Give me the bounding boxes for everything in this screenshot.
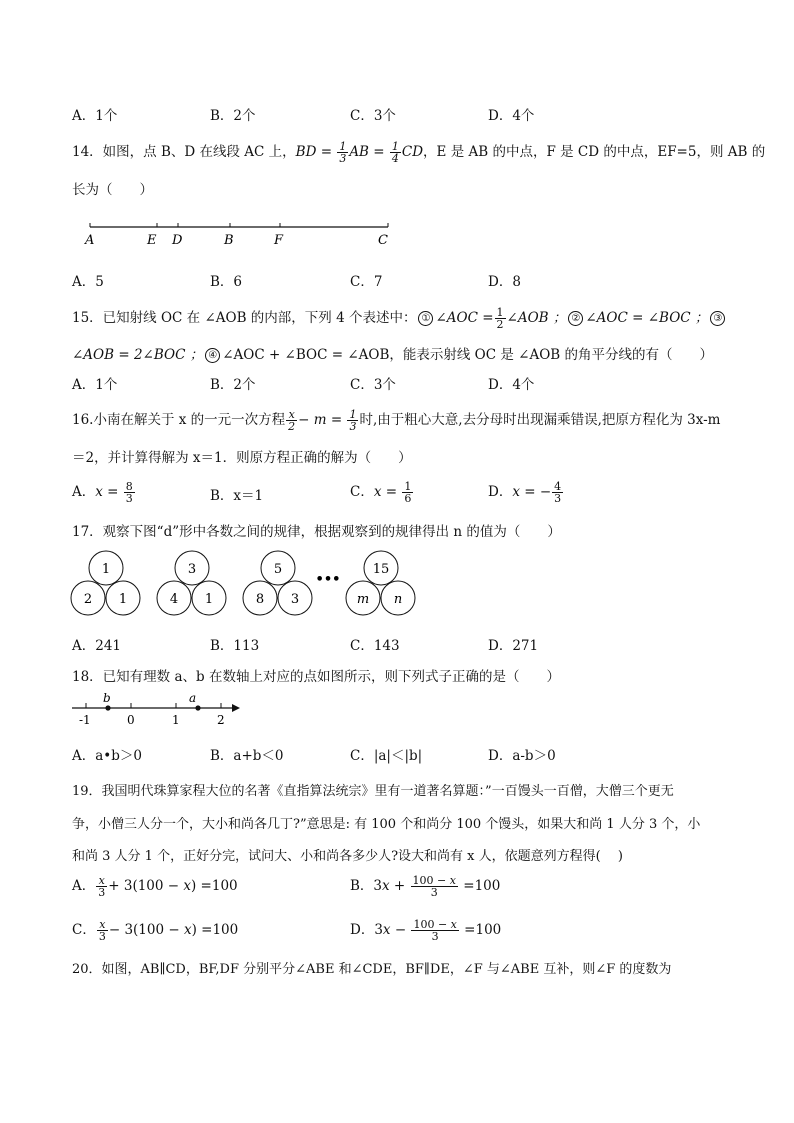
q15-circle-2: ②	[568, 311, 583, 326]
q19-option-b: B．3x + $\frac{100 - x}{3}$ =100	[350, 874, 501, 899]
q18-option-a: A．a•b＞0	[72, 748, 142, 764]
q15-option-c: C．3个	[350, 377, 396, 393]
q13-option-c: C．3个	[350, 108, 396, 124]
q13-option-d: D．4个	[488, 108, 535, 124]
q15-circle-1: ①	[418, 311, 433, 326]
q19-line-3: 和尚 3 人分 1 个，正好分完，试问大、小和尚各多少人?设大和尚有 x 人，依题意列方程得( )	[72, 849, 623, 864]
q14-segment-figure	[80, 218, 400, 250]
q16-equation: $\frac{x}{2}$ − m = $\frac{1}{3}$	[288, 408, 357, 433]
q15-text-1: 15．已知射线 OC 在 ∠AOB 的内部，下列 4 个表述中：	[72, 310, 417, 326]
q18-tick-2: 2	[217, 713, 225, 727]
q16-question	[72, 408, 720, 432]
q13-option-b: B．2个	[210, 108, 256, 124]
q15-option-b: B．2个	[210, 377, 256, 393]
q16-option-d: D．x = − $\frac{4}{3}$	[488, 480, 562, 505]
q17-g4-right: n	[393, 592, 403, 607]
q18-label-b: b	[103, 691, 111, 705]
q18-tick-neg1: -1	[79, 713, 91, 727]
q15-statement-4: ∠AOC + ∠BOC = ∠AOB，能表示射线 OC 是 ∠AOB 的角平分线的有（ ）	[222, 347, 713, 363]
q16-option-c: C．x = $\frac{1}{6}$	[350, 480, 412, 505]
q15-statement-1b: ∠AOB ；	[506, 310, 567, 326]
q17-question: 17．观察下图“d”形中各数之间的规律，根据观察到的规律得出 n 的值为（ ）	[72, 524, 561, 540]
q16-text-3: ＝2，并计算得解为 x＝1．则原方程正确的解为（ ）	[72, 450, 412, 466]
q17-g2-top: 3	[187, 562, 197, 577]
q17-g1-right: 1	[118, 592, 128, 607]
q17-ellipsis: •••	[315, 572, 341, 587]
q17-g4-left: m	[356, 592, 370, 607]
q14-text-2: ，E 是 AB 的中点，F 是 CD 的中点，EF=5，则 AB 的	[423, 144, 766, 160]
q14-option-b: B．6	[210, 274, 243, 290]
q14-text-3: 长为（ ）	[72, 182, 153, 198]
q16-option-b: B．x＝1	[210, 488, 264, 504]
q14-label-b: B	[224, 233, 234, 248]
q16-text-1: 16.小南在解关于 x 的一元一次方程	[72, 412, 286, 428]
q15-option-a: A．1个	[72, 377, 118, 393]
q18-option-d: D．a-b＞0	[488, 748, 556, 764]
q14-label-f: F	[274, 233, 284, 248]
q14-option-d: D．8	[488, 274, 521, 290]
q19-option-c: C． $\frac{x}{3}$ − 3(100 − x) =100	[72, 918, 239, 943]
q17-g1-top: 1	[101, 562, 111, 577]
q18-tick-0: 0	[127, 713, 135, 727]
q17-g3-top: 5	[273, 562, 283, 577]
q14-label-e: E	[147, 233, 157, 248]
q17-g1-left: 2	[83, 592, 93, 607]
q15-option-d: D．4个	[488, 377, 535, 393]
q18-question: 18．已知有理数 a、b 在数轴上对应的点如图所示，则下列式子正确的是（ ）	[72, 669, 560, 685]
q14-label-d: D	[172, 233, 183, 248]
q19-option-a: A． $\frac{x}{3}$ + 3(100 − x) =100	[72, 874, 238, 899]
q17-g2-left: 4	[169, 592, 179, 607]
q18-number-line	[68, 690, 248, 730]
q18-option-b: B．a+b＜0	[210, 748, 284, 764]
q16-text-2: 时,由于粗心大意,去分母时出现漏乘错误,把原方程化为 3x-m	[359, 412, 721, 428]
q14-label-c: C	[378, 233, 388, 248]
q15-circle-3: ③	[710, 311, 725, 326]
q14-option-c: C．7	[350, 274, 383, 290]
q19-line-2: 争，小僧三人分一个，大小和尚各几丁?”意思是: 有 100 个和尚分 100 个馒头，如果大和尚 1 人分 3 个，小	[72, 817, 701, 832]
q17-option-a: A．241	[72, 638, 122, 654]
q15-line-2	[72, 343, 713, 363]
q15-statement-1: ∠AOC =	[435, 310, 494, 326]
q18-label-a: a	[189, 691, 197, 705]
q14-option-a: A．5	[72, 274, 104, 290]
q18-point-a	[195, 705, 200, 710]
q14-label-a: A	[85, 233, 95, 248]
q19-line-1: 19．我国明代珠算家程大位的名著《直指算法统宗》里有一道著名算题：”一百馒头一百僧，大僧三个更无	[72, 784, 674, 799]
q13-option-a: A．1个	[72, 108, 118, 124]
q17-g2-right: 1	[204, 592, 214, 607]
q15-statement-2: ∠AOC = ∠BOC ；	[585, 310, 709, 326]
q17-circles-figure	[68, 548, 428, 620]
q15-fraction: $\frac{1}{2}$	[496, 306, 504, 331]
q20-question: 20．如图，AB∥CD，BF,DF 分别平分∠ABE 和∠CDE，BF∥DE，∠F 与∠ABE 互补，则∠F 的度数为	[72, 962, 672, 977]
q17-g3-right: 3	[290, 592, 300, 607]
q18-point-b	[105, 705, 110, 710]
q17-option-d: D．271	[488, 638, 539, 654]
q17-g3-left: 8	[255, 592, 265, 607]
q17-option-b: B．113	[210, 638, 260, 654]
q18-axis-arrow	[232, 704, 240, 712]
q18-tick-1: 1	[172, 713, 180, 727]
q15-question	[72, 306, 727, 330]
q16-option-a: A．x = $\frac{8}{3}$	[72, 480, 133, 505]
q14-equation: BD = $\frac{1}{3}$ AB = $\frac{1}{4}$ CD	[295, 140, 424, 165]
q17-option-c: C．143	[350, 638, 400, 654]
q19-option-d: D．3x − $\frac{100 - x}{3}$ =100	[350, 918, 502, 943]
q14-question	[72, 140, 765, 164]
q14-text-1: 14．如图，点 B、D 在线段 AC 上，	[72, 144, 296, 160]
q15-circle-4: ④	[205, 348, 220, 363]
q15-statement-3: ∠AOB = 2∠BOC ；	[72, 347, 204, 363]
q18-option-c: C．|a|＜|b|	[350, 748, 423, 764]
q17-g4-top: 15	[372, 562, 390, 577]
